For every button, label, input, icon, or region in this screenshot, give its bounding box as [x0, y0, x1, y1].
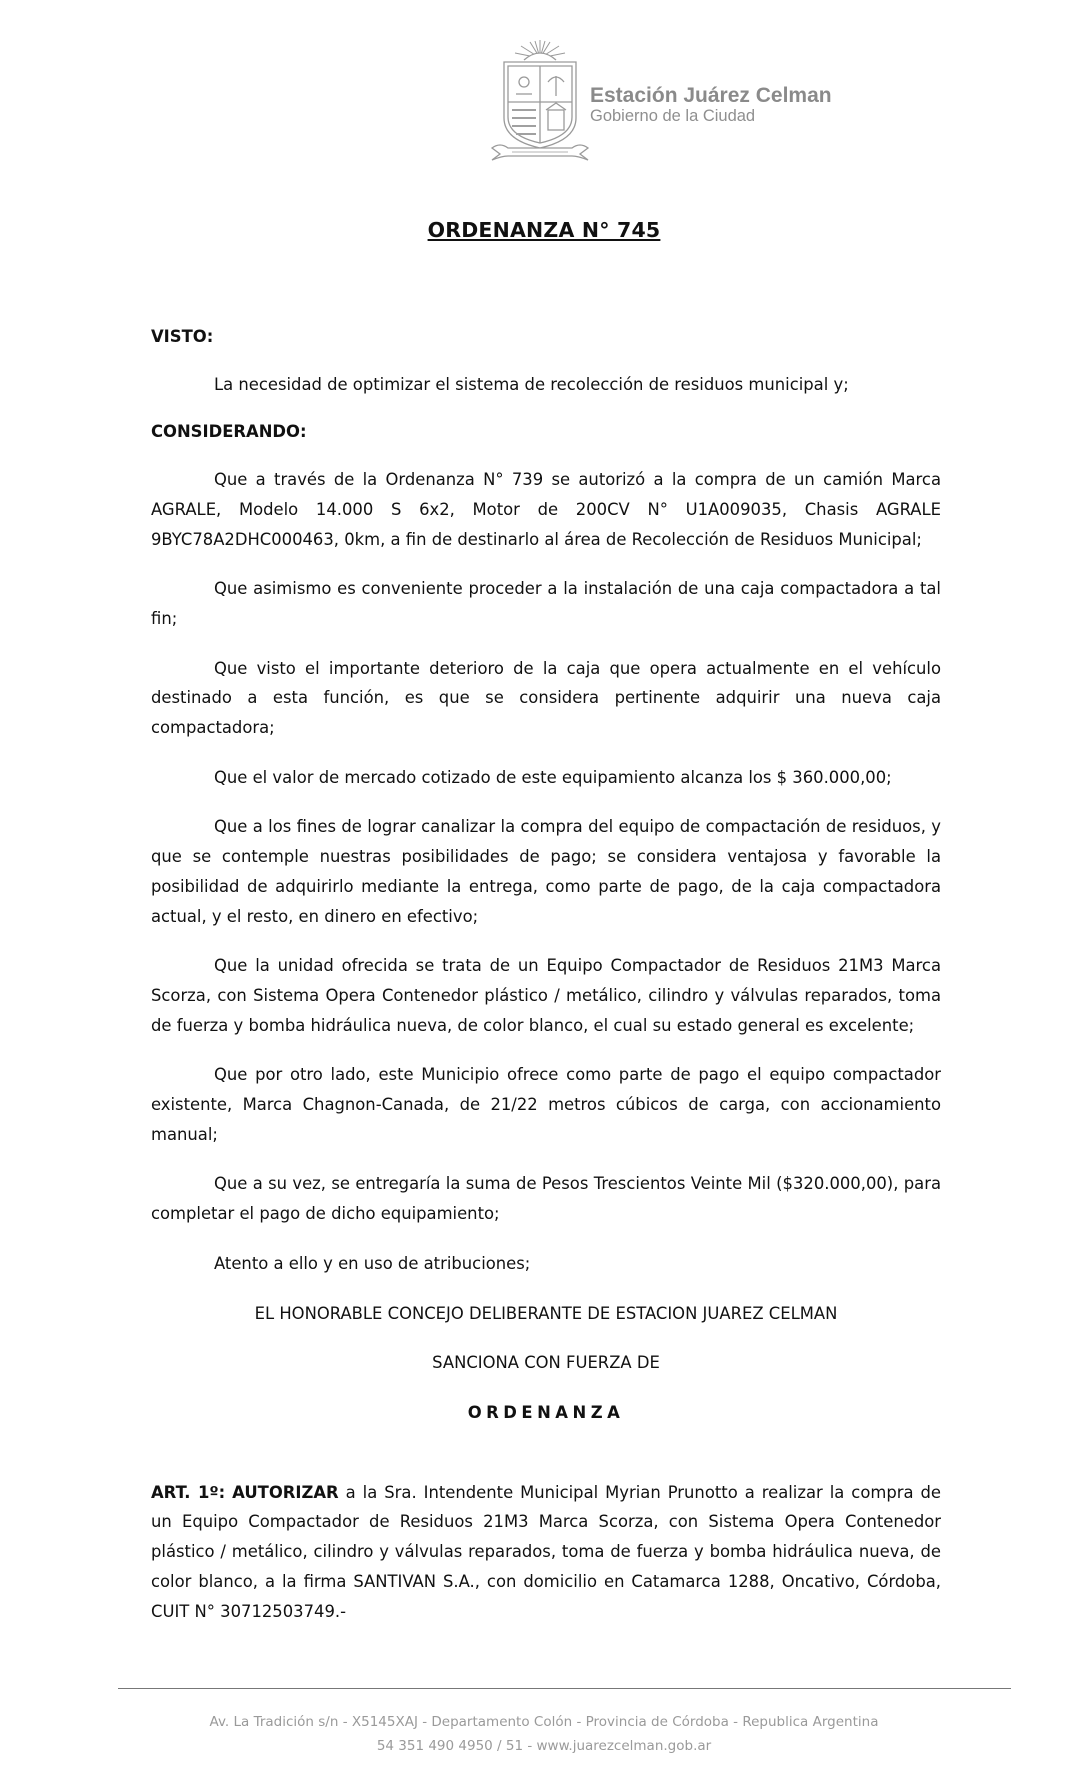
brand-subtitle: Gobierno de la Ciudad	[590, 107, 756, 126]
article-1-label: ART. 1º:	[151, 1482, 226, 1502]
document-body	[151, 322, 941, 1626]
considerando-paragraph: Que el valor de mercado cotizado de este equipamiento alcanza los $ 360.000,00;	[214, 767, 892, 787]
considerando-paragraph: Que la unidad ofrecida se trata de un Equipo Compactador de Residuos 21M3 Marca Scorza, con Sistema Opera Contenedor plástico / metálico, cilindro y válvulas reparados, toma de fuerza y bomba hidráulica nueva, de color blanco, el cual su estado general es excelente;	[151, 956, 941, 1035]
article-1	[151, 1478, 941, 1627]
ordenanza-word: ORDENANZA	[467, 1402, 625, 1422]
brand-name: Estación Juárez Celman	[590, 84, 832, 107]
considerando-heading: CONSIDERANDO:	[151, 422, 307, 442]
page-footer	[0, 1710, 1088, 1758]
article-1-text: a la Sra. Intendente Municipal Myrian Prunotto a realizar la compra de un Equipo Compactador de Residuos 21M3 Marca Scorza, con Sistema Opera Contenedor plástico / metálico, cilindro y válvulas reparados, toma de fuerza y bomba hidráulica nueva, de color blanco, a la firma SANTIVAN S.A., con domicilio en Catamarca 1288, Oncativo, Córdoba, CUIT N° 30712503749.-	[151, 1482, 941, 1621]
coat-of-arms-icon	[490, 36, 590, 161]
brand-block	[590, 84, 832, 125]
considerando-paragraph: Que visto el importante deterioro de la caja que opera actualmente en el vehículo destinado a esta función, es que se considera pertinente adquirir una nueva caja compactadora;	[151, 658, 941, 738]
considerando-paragraph: Que a los fines de lograr canalizar la compra del equipo de compactación de residuos, y que se contemple nuestras posibilidades de pago; se considera ventajosa y favorable la posibilidad de adquirirlo mediante la entrega, como parte de pago, de la caja compactadora actual, y el resto, en dinero en efectivo;	[151, 817, 941, 926]
visto-heading: VISTO:	[151, 327, 214, 346]
considerando-paragraph: Que a través de la Ordenanza N° 739 se autorizó a la compra de un camión Marca AGRALE, Modelo 14.000 S 6x2, Motor de 200CV N° U1A009035, Chasis AGRALE 9BYC78A2DHC000463, 0km, a fin de destinarlo al área de Recolección de Residuos Municipal;	[151, 470, 941, 549]
article-1-verb: AUTORIZAR	[232, 1482, 339, 1502]
council-line: EL HONORABLE CONCEJO DELIBERANTE DE ESTACION JUAREZ CELMAN	[254, 1303, 838, 1323]
document-title: ORDENANZA N° 745	[427, 218, 661, 242]
considerando-paragraph: Atento a ello y en uso de atribuciones;	[214, 1253, 531, 1273]
sanciona-line: SANCIONA CON FUERZA DE	[432, 1353, 660, 1373]
considerando-paragraph: Que asimismo es conveniente proceder a la instalación de una caja compactadora a tal fin;	[151, 579, 941, 628]
visto-paragraph: La necesidad de optimizar el sistema de recolección de residuos municipal y;	[214, 374, 849, 394]
footer-contact: 54 351 490 4950 / 51 - www.juarezcelman.gob.ar	[376, 1738, 712, 1754]
footer-address: Av. La Tradición s/n - X5145XAJ - Departamento Colón - Provincia de Córdoba - Republica Argentina	[209, 1714, 879, 1730]
considerando-paragraph: Que a su vez, se entregaría la suma de Pesos Trescientos Veinte Mil ($320.000,00), para completar el pago de dicho equipamiento;	[151, 1174, 941, 1224]
municipal-header	[490, 36, 890, 166]
footer-divider	[118, 1688, 1011, 1689]
considerando-paragraph: Que por otro lado, este Municipio ofrece como parte de pago el equipo compactador existente, Marca Chagnon-Canada, de 21/22 metros cúbicos de carga, con accionamiento manual;	[151, 1065, 941, 1144]
